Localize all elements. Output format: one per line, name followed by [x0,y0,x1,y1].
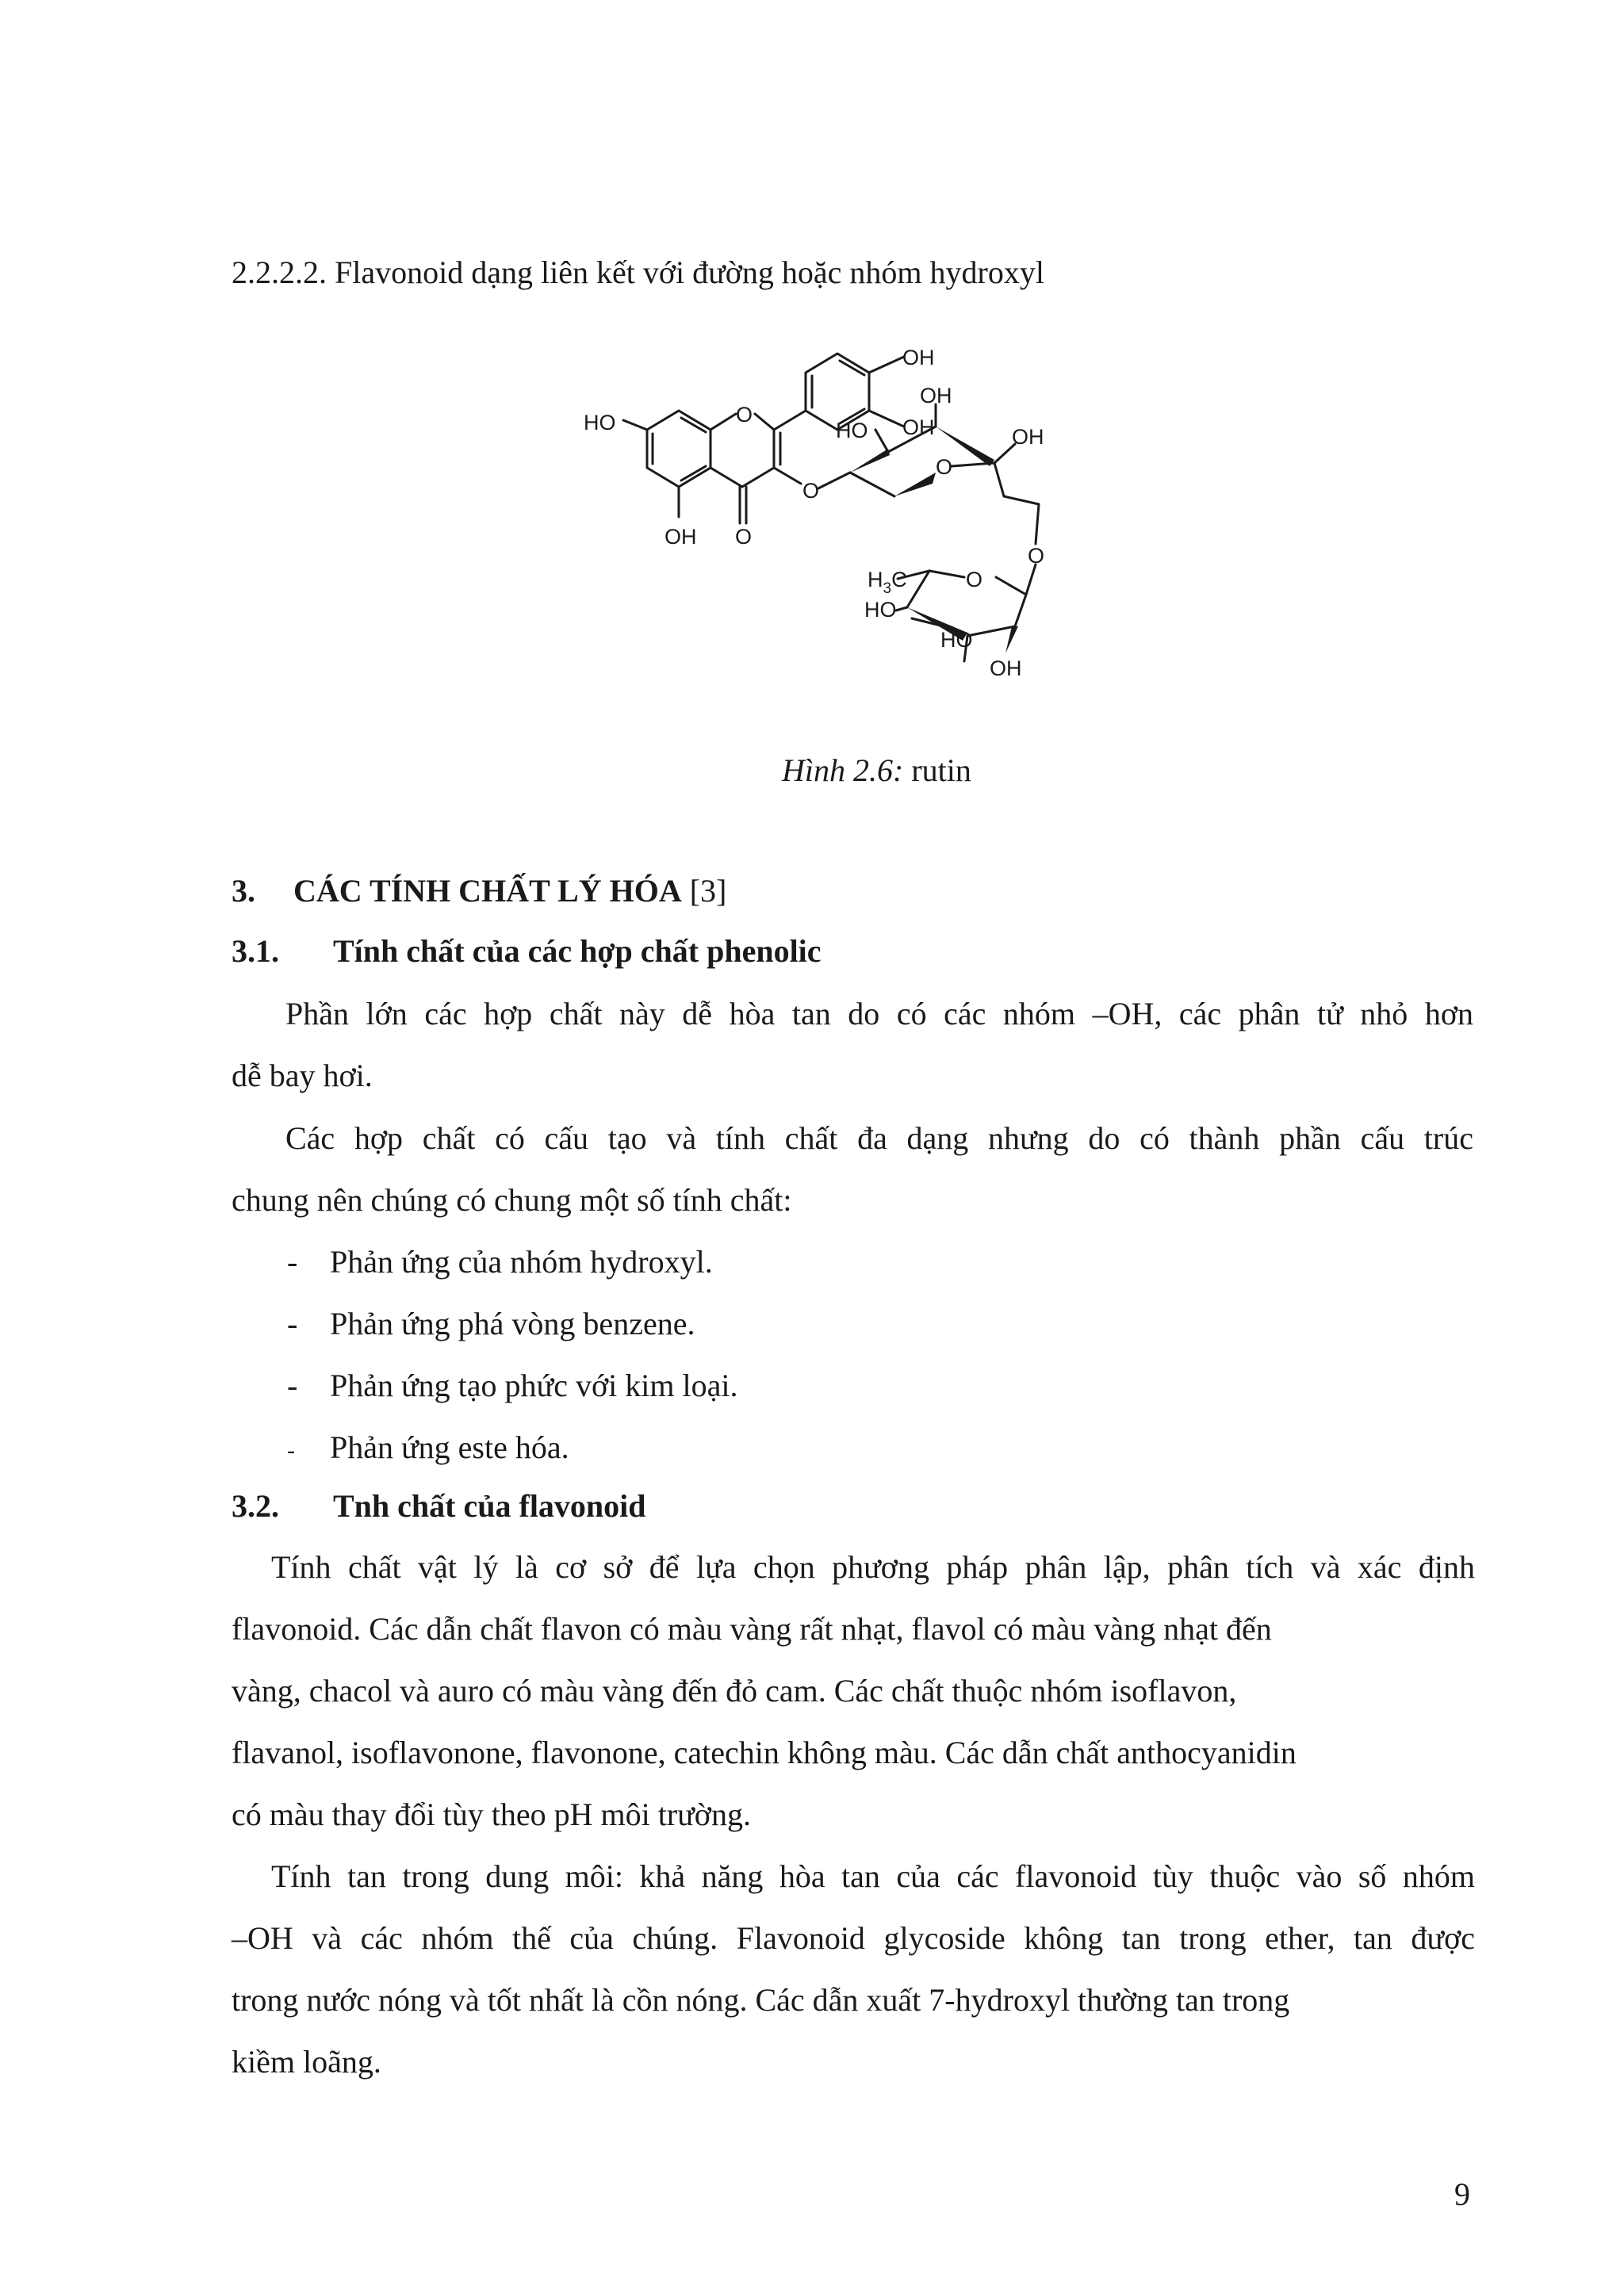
section-3-ref: [3] [681,873,727,909]
paragraph-line: trong nước nóng và tốt nhất là cồn nóng. Các dẫn xuất 7-hydroxyl thường tan trong [232,1982,1290,2018]
paragraph-line: flavonoid. Các dẫn chất flavon có màu vàng rất nhạt, flavol có màu vàng nhạt đến [232,1611,1272,1647]
label-glc-oh-top: OH [920,384,952,408]
label-keto-o: O [735,525,753,549]
label-ring-o-top: O [736,403,753,427]
section-3-1-title: Tính chất của các hợp chất phenolic [333,933,822,969]
label-rha-ho: HO [864,598,897,622]
label-glc-ring-o: O [936,455,953,479]
section-3-1-heading [232,932,822,970]
label-rha-oh-mid: HO [940,628,973,652]
label-link-o2: O [1028,544,1045,568]
page-number: 9 [1454,2176,1470,2212]
bullet-marker: - [287,1368,298,1403]
label-glc-oh-right: OH [1012,425,1044,449]
figure-caption-text: rutin [903,752,971,788]
paragraph-line: –OH và các nhóm thế của chúng. Flavonoid glycoside không tan trong ether, tan được [232,1920,1475,1956]
label-methyl: $H_3C$ [868,568,907,597]
bullet-item [287,1429,569,1470]
paragraph-line: chung nên chúng có chung một số tính chất: [232,1182,792,1218]
bullet-text: Phản ứng tạo phức với kim loại. [330,1368,738,1403]
bullet-marker: - [287,1306,298,1341]
section-3-2-number: 3.2. [232,1488,279,1524]
bullet-text: Phản ứng của nhóm hydroxyl. [330,1244,713,1280]
paragraph-line: vàng, chacol và auro có màu vàng đến đỏ cam. Các chất thuộc nhóm isoflavon, [232,1673,1237,1709]
ring-c [710,414,780,523]
section-3-heading [232,872,726,910]
label-glc-ho: HO [836,419,868,442]
bullet-text: Phản ứng este hóa. [330,1429,569,1465]
paragraph-line: Tính chất vật lý là cơ sở để lựa chọn phương pháp phân lập, phân tích và xác định [271,1549,1475,1585]
bullet-item [287,1243,713,1281]
subheading-2-2-2-2: 2.2.2.2. Flavonoid dạng liên kết với đường hoặc nhóm hydroxyl [232,254,1044,290]
label-oh-top: OH [902,346,935,369]
bullet-text: Phản ứng phá vòng benzene. [330,1306,695,1341]
bullet-item [287,1367,737,1405]
bullet-item [287,1305,695,1343]
label-oh-bottom: OH [665,525,697,549]
section-3-1-number: 3.1. [232,933,279,969]
paragraph-line: Tính tan trong dung môi: khả năng hòa tan của các flavonoid tùy thuộc vào số nhóm [271,1858,1475,1894]
paragraph-line: Các hợp chất có cấu tạo và tính chất đa dạng nhưng do có thành phần cấu trúc [285,1120,1473,1156]
label-rha-oh-bottom: OH [990,656,1022,680]
section-3-number: 3. [232,873,255,909]
label-link-o1: O [802,479,820,503]
label-rha-ring-o: O [966,568,983,591]
section-3-2-heading [232,1487,646,1525]
ring-a [647,411,710,487]
label-oh-mid: OH [902,415,935,439]
section-3-title: CÁC TÍNH CHẤT LÝ HÓA [293,873,682,909]
rutin-structure-figure [571,341,1126,706]
paragraph-line: flavanol, isoflavonone, flavonone, catechin không màu. Các dẫn chất anthocyanidin [232,1735,1297,1770]
paragraph-line: Phần lớn các hợp chất này dễ hòa tan do có các nhóm –OH, các phân tử nhỏ hơn [285,996,1473,1031]
figure-caption [782,752,971,790]
section-3-2-title: Tnh chất của flavonoid [333,1488,646,1524]
bullet-marker: - [287,1244,298,1280]
paragraph-line: có màu thay đổi tùy theo pH môi trường. [232,1797,751,1832]
figure-caption-label: Hình 2.6: [782,752,904,788]
bullet-marker: - [287,1437,295,1464]
label-ho-left: HO [584,411,616,434]
paragraph-line: dễ bay hơi. [232,1058,373,1093]
paragraph-line: kiềm loãng. [232,2044,381,2080]
